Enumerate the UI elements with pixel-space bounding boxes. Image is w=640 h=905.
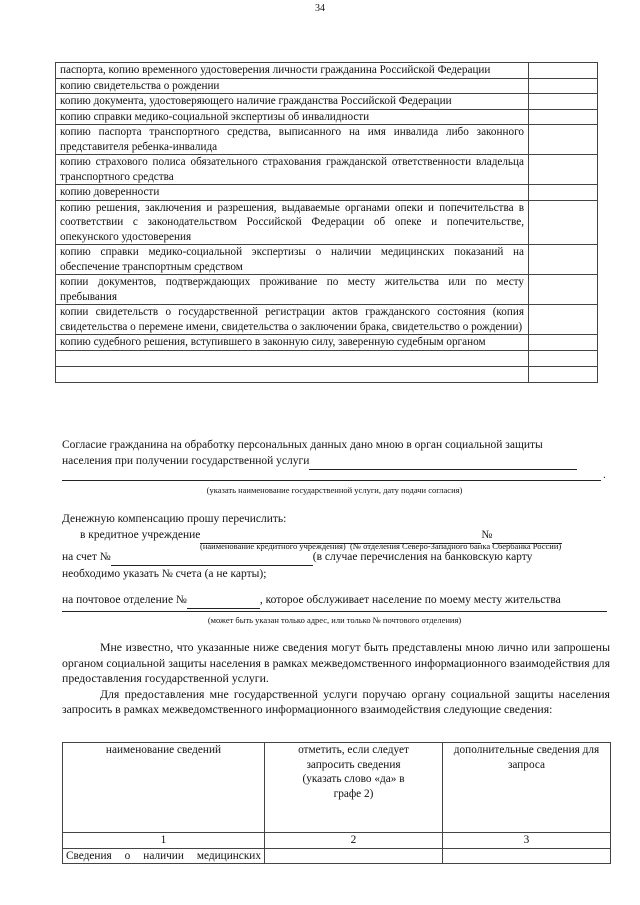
account-field[interactable] (111, 549, 313, 566)
document-name: копию доверенности (56, 185, 529, 201)
documents-table (55, 62, 598, 383)
document-row (56, 200, 598, 245)
service-name-field[interactable] (309, 453, 577, 470)
compensation-block (62, 511, 607, 544)
document-name: паспорта, копию временного удостоверения личности гражданина Российской Федерации (56, 63, 529, 79)
service-name-field-2[interactable] (62, 470, 601, 481)
document-name: копию справки медико-социальной экспертизы об инвалидности (56, 109, 529, 125)
document-check-cell[interactable] (529, 200, 598, 245)
branch-caption: (№ отделения Северо-Западного банка Сбербанка России) (350, 541, 562, 551)
document-check-cell[interactable] (529, 335, 598, 351)
document-row (56, 155, 598, 185)
document-check-cell[interactable] (529, 185, 598, 201)
document-row (56, 335, 598, 351)
document-name: копию свидетельства о рождении (56, 78, 529, 94)
account-block (62, 549, 607, 582)
document-check-cell[interactable] (529, 78, 598, 94)
document-row (56, 109, 598, 125)
document-row (56, 305, 598, 335)
document-name: копию решения, заключения и разрешения, выдаваемые органами опеки и попечительства в соответствии с законодательством Российской Федерации об опеке и попечительстве, опекунского удостоверения (56, 200, 529, 245)
col-number-2: 2 (265, 833, 443, 849)
empty-cell[interactable] (56, 366, 529, 382)
document-name: копию паспорта транспортного средства, выписанного на имя инвалида либо законного представителя ребенка-инвалида (56, 125, 529, 155)
page-number: 34 (315, 3, 325, 14)
document-check-cell[interactable] (529, 275, 598, 305)
document-row (56, 245, 598, 275)
empty-cell[interactable] (56, 350, 529, 366)
additional-cell[interactable] (443, 848, 611, 864)
empty-cell[interactable] (529, 366, 598, 382)
document-check-cell[interactable] (529, 125, 598, 155)
request-table (62, 742, 611, 864)
post-address-field[interactable] (62, 611, 607, 612)
post-caption: (может быть указан только адрес, или только № почтового отделения) (207, 615, 462, 625)
mark-cell[interactable] (265, 848, 443, 864)
document-name: копии свидетельств о государственной регистрации актов гражданского состояния (копия свидетельства о перемене имени, свидетельства о заключении брака, свидетельство о рождении) (56, 305, 529, 335)
document-check-cell[interactable] (529, 305, 598, 335)
header-info-name: наименование сведений (63, 743, 265, 833)
document-check-cell[interactable] (529, 63, 598, 79)
document-name: копию документа, удостоверяющего наличие гражданства Российской Федерации (56, 94, 529, 110)
paragraph-known: Мне известно, что указанные ниже сведения могут быть представлены мною лично или запрошены органом социальной защиты населения в рамках межведомственного информационного взаимодействия для предоставления государственной услуги. (62, 640, 610, 685)
document-row (56, 63, 598, 79)
account-note-2: необходимо указать № счета (а не карты); (62, 568, 267, 580)
consent-end-dot: . (603, 469, 606, 481)
document-row (56, 275, 598, 305)
post-office-field[interactable] (187, 592, 260, 609)
document-row (56, 125, 598, 155)
document-check-cell[interactable] (529, 245, 598, 275)
document-name: копию судебного решения, вступившего в законную силу, заверенную судебным органом (56, 335, 529, 351)
consent-line-2: населения при получении государственной услуги (62, 455, 310, 467)
col-number-1: 1 (63, 833, 265, 849)
document-check-cell[interactable] (529, 155, 598, 185)
document-name: копию справки медико-социальной экспертизы о наличии медицинских показаний на обеспечение транспортным средством (56, 245, 529, 275)
paragraph-request: Для предоставления мне государственной услуги поручаю органу социальной защиты населения запросить в рамках межведомственного информационного взаимодействия следующие сведения: (62, 686, 610, 716)
document-check-cell[interactable] (529, 109, 598, 125)
info-paragraphs (62, 640, 610, 718)
document-name: копии документов, подтверждающих проживание по месту жительства или по месту пребывания (56, 275, 529, 305)
document-row (56, 94, 598, 110)
consent-block (62, 437, 607, 484)
bank-caption: (наименование кредитного учреждения) (200, 541, 346, 551)
post-note: , которое обслуживает население по моему месту жительства (259, 594, 561, 606)
info-row-medical: Сведения о наличии медицинских (63, 848, 265, 864)
document-name: копию страхового полиса обязательного страхования гражданской ответственности владельца транспортного средства (56, 155, 529, 185)
account-label: на счет № (62, 551, 111, 563)
document-row (56, 185, 598, 201)
header-additional: дополнительные сведения для запроса (443, 743, 611, 833)
empty-row (56, 366, 598, 382)
account-note: (в случае перечисления на банковскую карту (312, 551, 533, 563)
branch-number-sign: № (481, 529, 493, 541)
consent-line-1: Согласие гражданина на обработку персональных данных дано мною в орган социальной защиты (62, 439, 543, 451)
consent-caption: (указать наименование государственной услуги, дату подачи согласия) (206, 485, 463, 495)
empty-cell[interactable] (529, 350, 598, 366)
post-label: на почтовое отделение № (62, 594, 187, 606)
bank-label: в кредитное учреждение (80, 529, 201, 541)
compensation-title: Денежную компенсацию прошу перечислить: (62, 513, 287, 525)
document-row (56, 78, 598, 94)
header-mark: отметить, если следует запросить сведения (указать слово «да» в графе 2) (265, 743, 443, 833)
document-check-cell[interactable] (529, 94, 598, 110)
col-number-3: 3 (443, 833, 611, 849)
post-block (62, 592, 607, 609)
empty-row (56, 350, 598, 366)
